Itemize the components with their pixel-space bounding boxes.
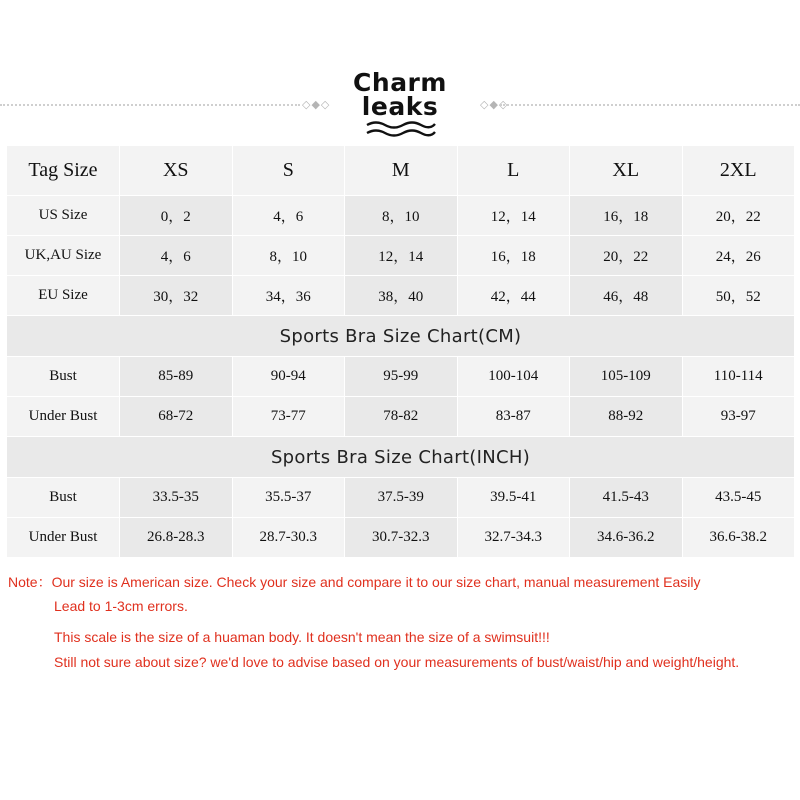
table-cell: 4，6 [232,196,345,236]
table-cell: 26.8-28.3 [120,518,233,558]
table-cell: 46，48 [570,276,683,316]
brand-logo-line1: Charm [353,68,447,97]
table-cell: 37.5-39 [345,478,458,518]
table-cell: 85-89 [120,357,233,397]
row-label: US Size [7,196,120,236]
row-label: UK,AU Size [7,236,120,276]
table-cell: 16，18 [570,196,683,236]
table-cell: 93-97 [682,397,795,437]
table-cell: 12，14 [457,196,570,236]
cm-section-header-row [7,316,795,357]
row-label: Bust [7,357,120,397]
note-line-4: Still not sure about size? we'd love to advise based on your measurements of bust/waist/hip and weight/height. [54,654,740,670]
table-cell: 68-72 [120,397,233,437]
table-cell: 34.6-36.2 [570,518,683,558]
table-cell: 50，52 [682,276,795,316]
table-cell: 100-104 [457,357,570,397]
size-chart-table [6,145,795,558]
table-cell: 20，22 [682,196,795,236]
cm-section-title: Sports Bra Size Chart(CM) [7,316,795,357]
diamond-ornament-right: ◇◆◇ [480,98,509,111]
inch-under-bust-row [7,518,795,558]
table-cell: 36.6-38.2 [682,518,795,558]
size-header-xs: XS [120,146,233,196]
table-cell: 35.5-37 [232,478,345,518]
table-cell: 39.5-41 [457,478,570,518]
dotted-divider-right [500,104,800,106]
table-cell: 12，14 [345,236,458,276]
tag-size-row [7,146,795,196]
table-cell: 20，22 [570,236,683,276]
row-label: EU Size [7,276,120,316]
waves-icon [365,120,437,138]
table-cell: 90-94 [232,357,345,397]
size-header-2xl: 2XL [682,146,795,196]
table-cell: 42，44 [457,276,570,316]
table-cell: 24，26 [682,236,795,276]
table-cell: 83-87 [457,397,570,437]
table-cell: 0，2 [120,196,233,236]
table-cell: 34，36 [232,276,345,316]
table-cell: 16，18 [457,236,570,276]
table-cell: 73-77 [232,397,345,437]
row-label: Bust [7,478,120,518]
row-label: Under Bust [7,397,120,437]
tag-size-label: Tag Size [7,146,120,196]
cm-bust-row [7,357,795,397]
size-header-l: L [457,146,570,196]
inch-section-header-row [7,437,795,478]
table-cell: 32.7-34.3 [457,518,570,558]
brand-header [0,60,800,140]
table-cell: 88-92 [570,397,683,437]
size-header-m: M [345,146,458,196]
row-label: Under Bust [7,518,120,558]
table-cell: 8，10 [232,236,345,276]
table-cell: 4，6 [120,236,233,276]
table-cell: 95-99 [345,357,458,397]
table-cell: 105-109 [570,357,683,397]
table-cell: 30，32 [120,276,233,316]
diamond-ornament-left: ◇◆◇ [302,98,331,111]
inch-section-title: Sports Bra Size Chart(INCH) [7,437,795,478]
table-cell: 78-82 [345,397,458,437]
table-cell: 41.5-43 [570,478,683,518]
table-cell: 33.5-35 [120,478,233,518]
table-cell: 30.7-32.3 [345,518,458,558]
size-header-s: S [232,146,345,196]
eu-size-row [7,276,795,316]
us-size-row [7,196,795,236]
size-header-xl: XL [570,146,683,196]
brand-logo-line2: leaks [361,92,439,121]
table-cell: 110-114 [682,357,795,397]
note-line-1: Note：Our size is American size. Check your size and compare it to our size chart, manual measurement Easily [8,574,701,590]
note-line-3: This scale is the size of a huaman body. It doesn't mean the size of a swimsuit!!! [54,629,550,645]
inch-bust-row [7,478,795,518]
note-line-2: Lead to 1-3cm errors. [54,598,188,614]
table-cell: 38，40 [345,276,458,316]
cm-under-bust-row [7,397,795,437]
dotted-divider-left [0,104,300,106]
uk-au-size-row [7,236,795,276]
table-cell: 8，10 [345,196,458,236]
table-cell: 28.7-30.3 [232,518,345,558]
table-cell: 43.5-45 [682,478,795,518]
